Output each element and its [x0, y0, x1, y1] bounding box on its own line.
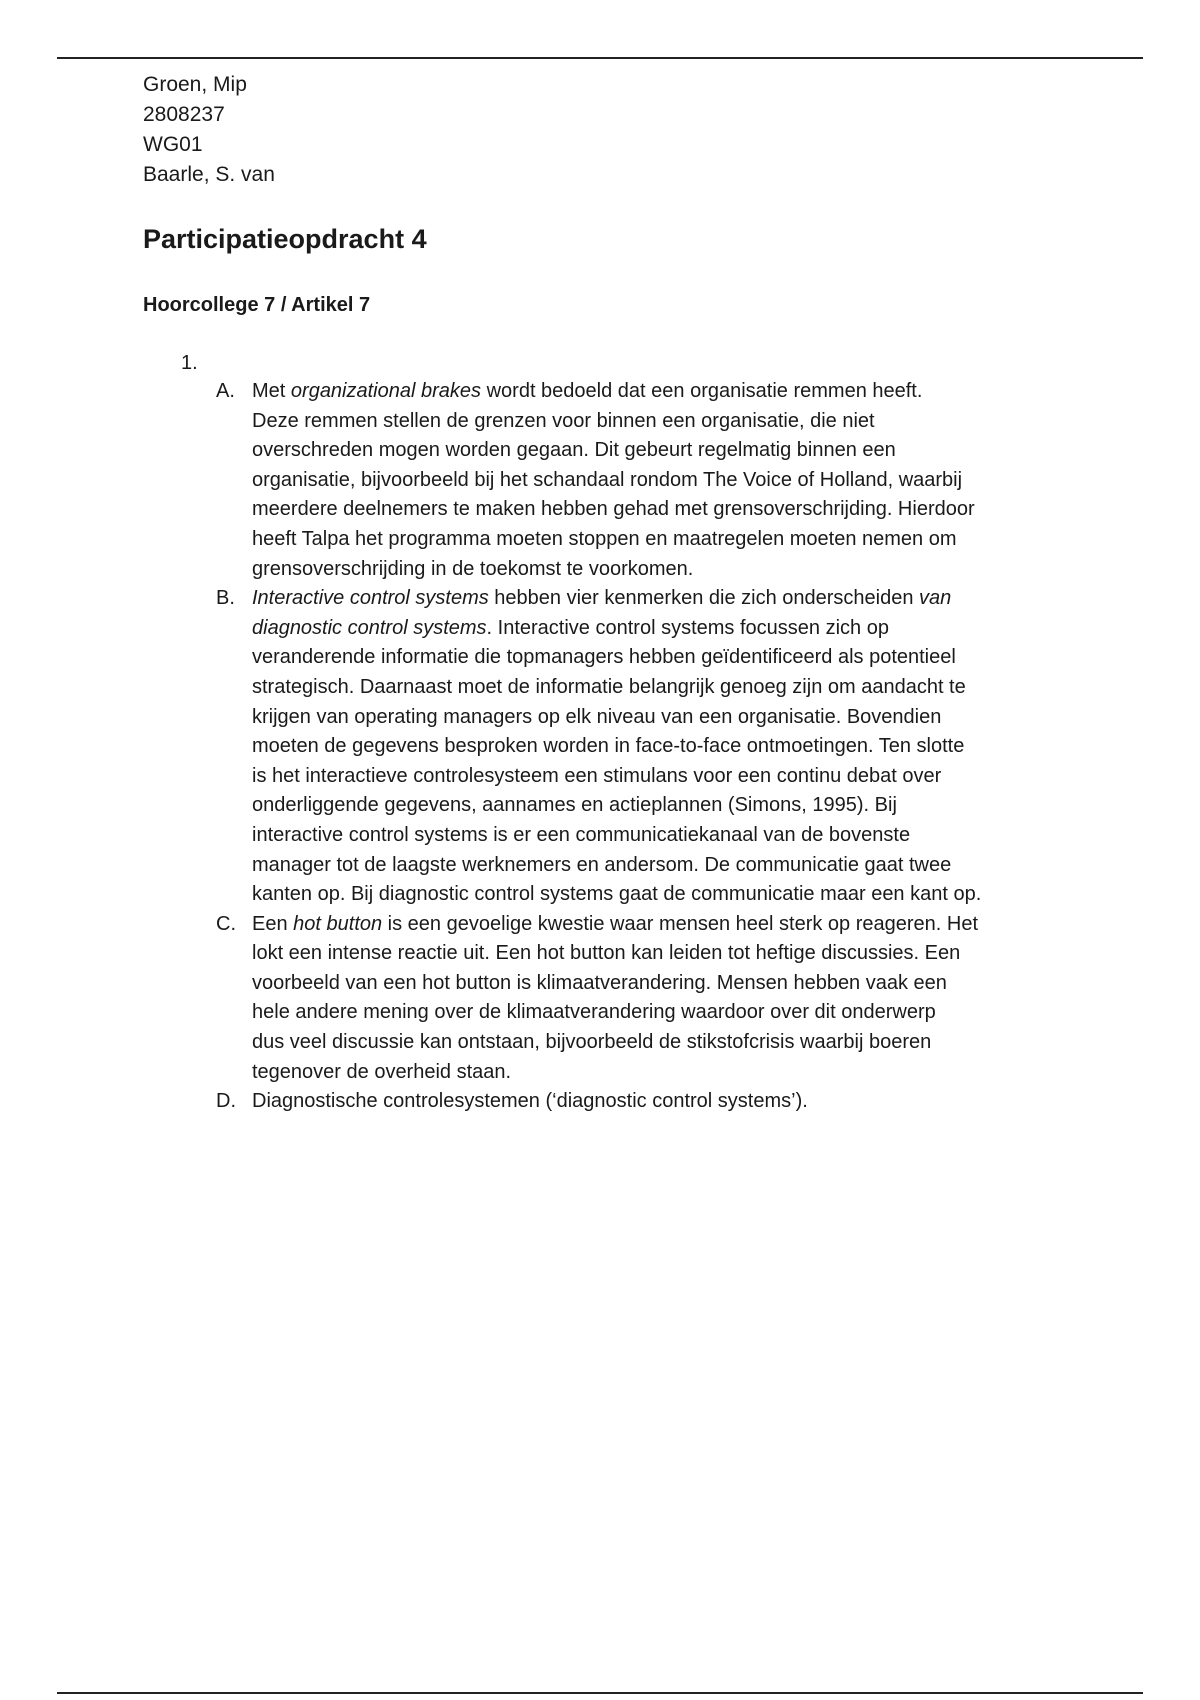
- header-block: [143, 70, 1073, 190]
- text-run: veranderende informatie die topmanagers hebben geïdentificeerd als potentieel: [252, 646, 956, 669]
- italic-term: diagnostic control systems: [252, 616, 487, 639]
- text-run: heeft Talpa het programma moeten stoppen en maatregelen moeten nemen om: [252, 527, 957, 550]
- text-run: strategisch. Daarnaast moet de informatie belangrijk genoeg zijn om aandacht te: [252, 675, 966, 698]
- text-run: kanten op. Bij diagnostic control systems gaat de communicatie maar een kant op.: [252, 883, 982, 906]
- document-body: [143, 70, 1073, 1113]
- text-run: . Interactive control systems focussen zich op: [486, 616, 889, 639]
- text-run: is het interactieve controlesysteem een stimulans voor een continu debat over: [252, 764, 942, 787]
- group-code: WG01: [143, 133, 203, 156]
- list-item: [216, 377, 1200, 584]
- answer-letter: C.: [216, 912, 236, 935]
- top-rule: [57, 57, 1143, 59]
- section-subtitle: Hoorcollege 7 / Artikel 7: [143, 294, 371, 316]
- text-run: meerdere deelnemers te maken hebben gehad met grensoverschrijding. Hierdoor: [252, 498, 975, 521]
- text-run: organisatie, bijvoorbeeld bij het schandaal rondom The Voice of Holland, waarbij: [252, 468, 963, 491]
- text-run: manager tot de laagste werknemers en andersom. De communicatie gaat twee: [252, 853, 952, 876]
- answer-list: [216, 377, 1200, 1117]
- teacher-name: Baarle, S. van: [143, 163, 275, 186]
- italic-term: organizational brakes: [290, 380, 482, 402]
- text-run: tegenover de overheid staan.: [252, 1060, 512, 1083]
- answer-text: [252, 584, 1200, 910]
- text-run: overschreden mogen worden gegaan. Dit gebeurt regelmatig binnen een: [252, 439, 896, 462]
- text-run: onderliggende gegevens, aannames en actieplannen (Simons, 1995). Bij: [252, 794, 897, 817]
- answer-letter: B.: [216, 587, 235, 610]
- student-number: 2808237: [143, 103, 225, 126]
- text-run: hebben vier kenmerken die zich onderscheiden: [488, 587, 920, 610]
- text-run: Diagnostische controlesystemen (‘diagnostic control systems’).: [252, 1090, 808, 1113]
- text-run: Deze remmen stellen de grenzen voor binnen een organisatie, die niet: [252, 409, 875, 432]
- answer-text: [252, 910, 1200, 1088]
- bottom-rule: [57, 1692, 1143, 1694]
- text-run: is een gevoelige kwestie waar mensen heel sterk op reageren. Het: [382, 912, 979, 935]
- italic-term: Interactive control systems: [252, 587, 489, 610]
- text-run: moeten de gegevens besproken worden in face-to-face ontmoetingen. Ten slotte: [252, 735, 965, 758]
- text-run: Met: [252, 380, 291, 402]
- text-run: dus veel discussie kan ontstaan, bijvoorbeeld de stikstofcrisis waarbij boeren: [252, 1031, 932, 1054]
- italic-term: hot button: [293, 912, 383, 935]
- text-run: interactive control systems is er een communicatiekanaal van de bovenste: [252, 823, 911, 846]
- answer-text: [252, 377, 1200, 584]
- text-run: wordt bedoeld dat een organisatie remmen heeft.: [481, 380, 923, 402]
- text-run: hele andere mening over de klimaatverandering waardoor over dit onderwerp: [252, 1001, 936, 1024]
- list-item: [216, 1087, 1200, 1117]
- student-name: Groen, Mip: [143, 73, 247, 96]
- page-title: Participatieopdracht 4: [143, 224, 427, 254]
- answer-letter: A.: [216, 380, 235, 402]
- text-run: lokt een intense reactie uit. Een hot button kan leiden tot heftige discussies. Een: [252, 942, 961, 965]
- text-run: voorbeeld van een hot button is klimaatverandering. Mensen hebben vaak een: [252, 971, 947, 994]
- italic-term: van: [919, 587, 952, 610]
- question-number: 1.: [181, 352, 198, 374]
- answer-text: [252, 1087, 1200, 1117]
- text-run: Een: [252, 912, 294, 935]
- text-run: grensoverschrijding in de toekomst te voorkomen.: [252, 557, 694, 580]
- text-run: krijgen van operating managers op elk niveau van een organisatie. Bovendien: [252, 705, 942, 728]
- list-item: [216, 910, 1200, 1088]
- list-item: [216, 584, 1200, 910]
- answer-letter: D.: [216, 1090, 236, 1113]
